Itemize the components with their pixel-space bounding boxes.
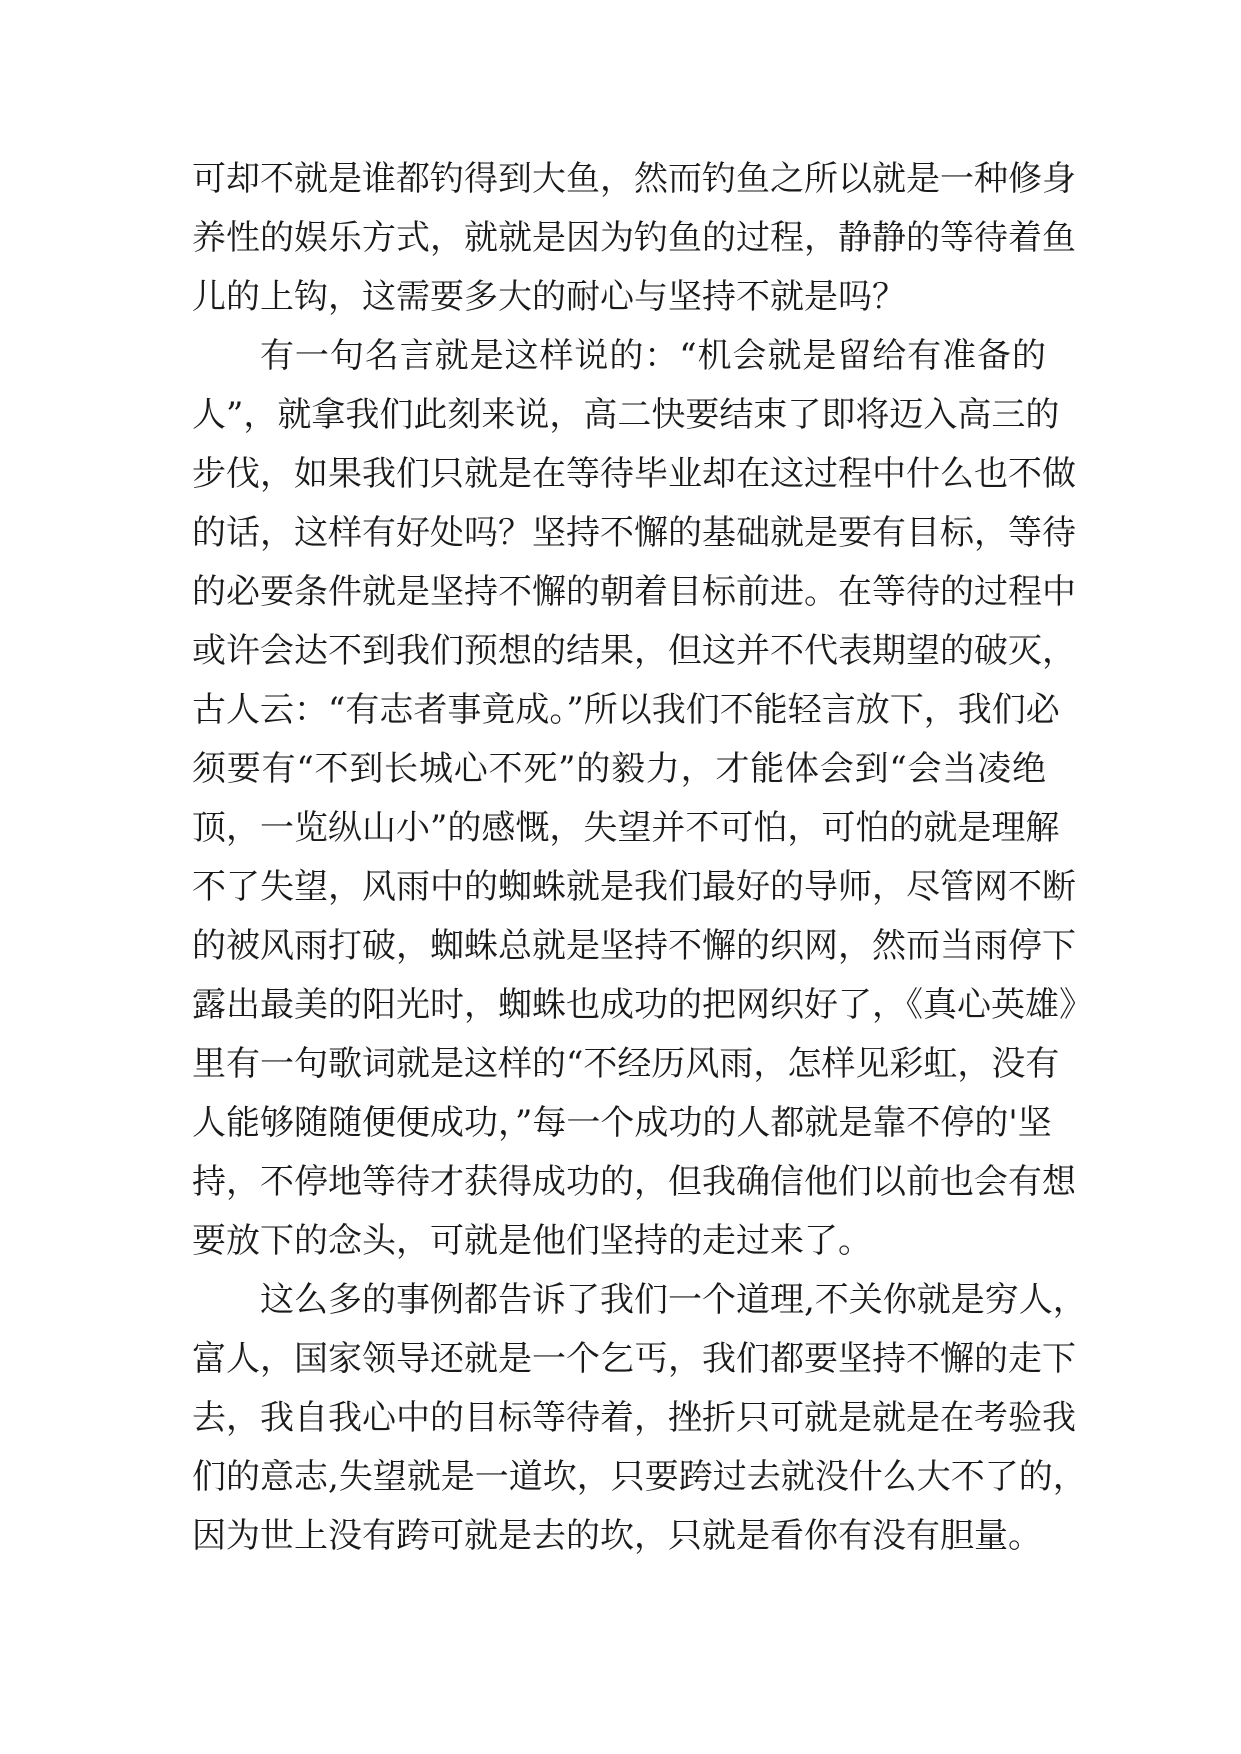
text-line: 们的意志,失望就是一道坎，只要跨过去就没什么大不了的， [192,1457,1087,1497]
text-line: 要放下的念头，可就是他们坚持的走过来了。 [192,1221,872,1261]
text-line: 须要有“不到长城心不死”的毅力，才能体会到“会当凌绝 [192,749,1046,789]
text-line: 人”，就拿我们此刻来说，高二快要结束了即将迈入高三的 [192,395,1060,435]
text-line: 的被风雨打破，蜘蛛总就是坚持不懈的织网，然而当雨停下 [192,926,1076,966]
text-line: 人能够随随便便成功，”每一个成功的人都就是靠不停的'坚 [192,1103,1052,1143]
text-line: 这么多的事例都告诉了我们一个道理,不关你就是穷人， [260,1280,1087,1320]
text-line: 露出最美的阳光时，蜘蛛也成功的把网织好了，《真心英雄》 [192,985,1093,1025]
text-line: 持，不停地等待才获得成功的，但我确信他们以前也会有想 [192,1162,1076,1202]
text-line: 不了失望，风雨中的蜘蛛就是我们最好的导师，尽管网不断 [192,867,1076,907]
text-line: 的必要条件就是坚持不懈的朝着目标前进。在等待的过程中 [192,572,1076,612]
text-line: 可却不就是谁都钓得到大鱼，然而钓鱼之所以就是一种修身 [192,159,1076,199]
text-line: 古人云：“有志者事竟成。”所以我们不能轻言放下，我们必 [192,690,1060,730]
paragraph-2 [192,327,1093,1271]
text-line: 因为世上没有跨可就是去的坎，只就是看你有没有胆量。 [192,1516,1042,1556]
text-line: 养性的娱乐方式，就就是因为钓鱼的过程，静静的等待着鱼 [192,218,1076,258]
text-line: 的话，这样有好处吗？坚持不懈的基础就是要有目标，等待 [192,513,1076,553]
text-line: 去，我自我心中的目标等待着，挫折只可就是就是在考验我 [192,1398,1076,1438]
text-line: 有一句名言就是这样说的：“机会就是留给有准备的 [260,336,1046,376]
text-line: 或许会达不到我们预想的结果，但这并不代表期望的破灭， [192,631,1076,671]
text-line: 儿的上钩，这需要多大的耐心与坚持不就是吗？ [192,277,906,317]
text-line: 顶，一览纵山小”的感慨，失望并不可怕，可怕的就是理解 [192,808,1060,848]
text-line: 里有一句歌词就是这样的“不经历风雨，怎样见彩虹，没有 [192,1044,1060,1084]
text-line: 富人，国家领导还就是一个乞丐，我们都要坚持不懈的走下 [192,1339,1076,1379]
paragraph-1 [192,150,1076,327]
paragraph-3 [192,1271,1087,1566]
document-body [192,150,1093,1566]
text-line: 步伐，如果我们只就是在等待毕业却在这过程中什么也不做 [192,454,1076,494]
